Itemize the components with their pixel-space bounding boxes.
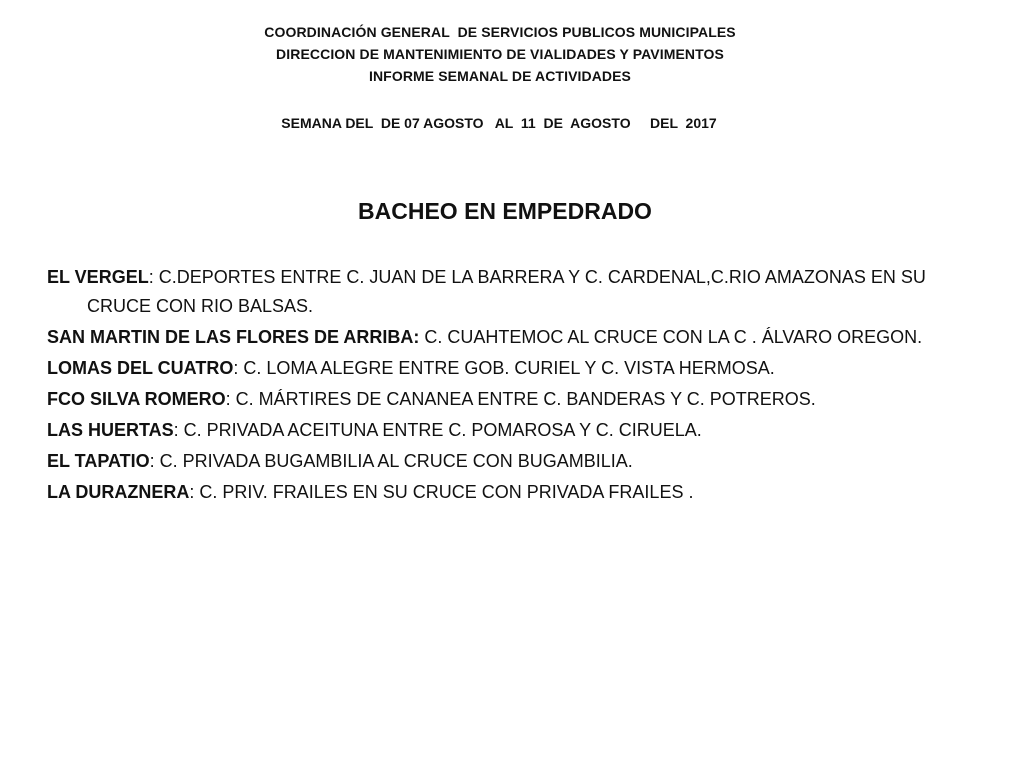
section-title: BACHEO EN EMPEDRADO [358, 198, 652, 224]
activity-entry [47, 354, 987, 383]
entry-place: LAS HUERTAS [47, 420, 174, 440]
header-line-report-type: INFORME SEMANAL DE ACTIVIDADES [368, 68, 631, 84]
entry-description: : C. LOMA ALEGRE ENTRE GOB. CURIEL Y C. VISTA HERMOSA. [233, 358, 775, 378]
entry-description: : C.DEPORTES ENTRE C. JUAN DE LA BARRERA Y C. CARDENAL,C.RIO AMAZONAS EN SU CRUCE CON RIO BALSAS. [87, 267, 926, 316]
header-line-direction: DIRECCION DE MANTENIMIENTO DE VIALIDADES Y PAVIMENTOS [276, 46, 724, 62]
entry-description: : C. PRIVADA ACEITUNA ENTRE C. POMAROSA Y C. CIRUELA. [173, 420, 702, 440]
activity-entry [47, 263, 987, 321]
entry-place: LA DURAZNERA [47, 482, 190, 502]
activity-list [47, 263, 987, 509]
entry-place: EL VERGEL [47, 267, 149, 287]
activity-entry [47, 416, 987, 445]
entry-description: C. CUAHTEMOC AL CRUCE CON LA C . ÁLVARO OREGON. [419, 327, 923, 347]
activity-entry [47, 447, 987, 476]
report-week-range: SEMANA DEL DE 07 AGOSTO AL 11 DE AGOSTO DEL 2017 [281, 115, 717, 131]
entry-description: : C. PRIV. FRAILES EN SU CRUCE CON PRIVADA FRAILES . [189, 482, 694, 502]
entry-description: : C. PRIVADA BUGAMBILIA AL CRUCE CON BUGAMBILIA. [149, 451, 633, 471]
activity-entry [47, 385, 987, 414]
activity-entry [47, 478, 987, 507]
header-line-coordination: COORDINACIÓN GENERAL DE SERVICIOS PUBLICOS MUNICIPALES [264, 24, 736, 40]
entry-place: EL TAPATIO [47, 451, 150, 471]
entry-place: SAN MARTIN DE LAS FLORES DE ARRIBA: [47, 327, 420, 347]
activity-entry [47, 323, 987, 352]
report-header [0, 21, 1000, 87]
entry-place: FCO SILVA ROMERO [47, 389, 226, 409]
entry-place: LOMAS DEL CUATRO [47, 358, 234, 378]
entry-description: : C. MÁRTIRES DE CANANEA ENTRE C. BANDERAS Y C. POTREROS. [225, 389, 816, 409]
